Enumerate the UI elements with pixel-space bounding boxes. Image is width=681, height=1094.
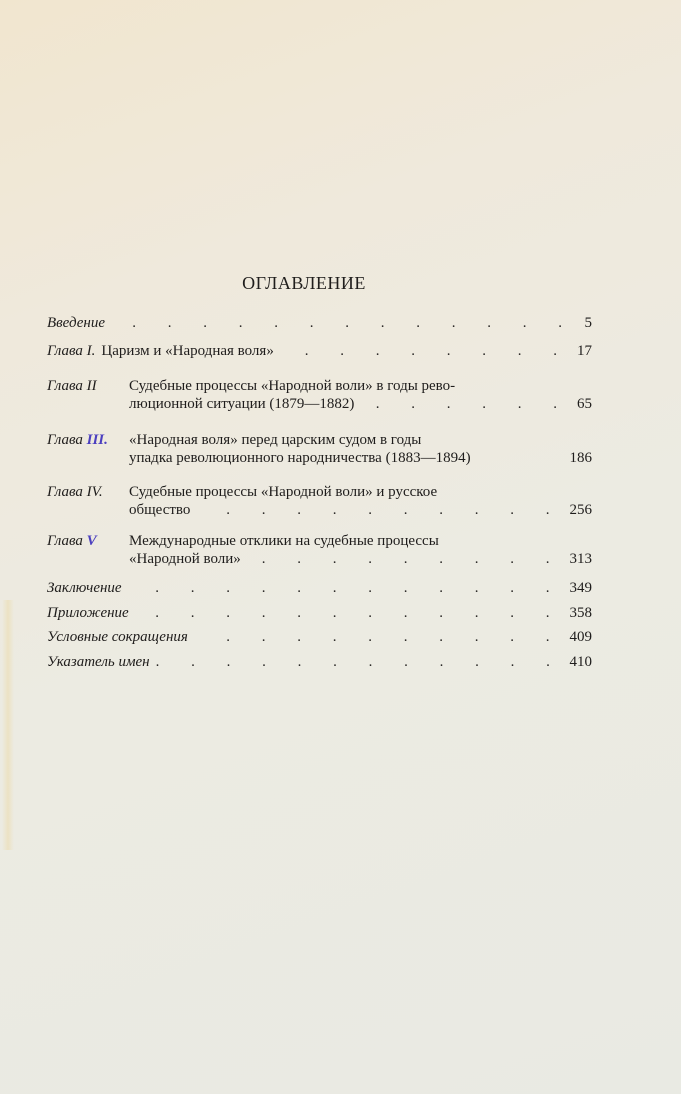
entry-label: Указатель имен xyxy=(47,653,150,670)
page-title: ОГЛАВЛЕНИЕ xyxy=(242,273,366,293)
dot-leader: . . . . . . . . . . . . xyxy=(155,580,564,596)
toc-entry-chapter-5[interactable] xyxy=(47,532,592,576)
dot-leader: . . . . . . . . . . . . xyxy=(155,604,564,621)
entry-label: Заключение xyxy=(47,580,122,596)
dot-leader: . . . . . . . . . xyxy=(261,551,564,567)
page-number: 65 xyxy=(577,396,592,412)
page-edge-stain xyxy=(2,600,14,850)
chapter-title-line-2: «Народной воли» xyxy=(129,551,241,567)
toc-entry-chapter-1[interactable] xyxy=(47,343,592,369)
page-number: 313 xyxy=(569,551,592,567)
toc-entry-chapter-2[interactable] xyxy=(47,377,592,423)
entry-label: Условные сокращения xyxy=(47,629,188,645)
page-number: 17 xyxy=(577,343,592,359)
page-number: 349 xyxy=(569,580,592,596)
chapter-label: Глава V xyxy=(47,533,97,549)
dot-leader: . . . . . . . . . . . . xyxy=(155,653,564,670)
toc-entry-conclusion[interactable] xyxy=(47,580,592,605)
page-number: 358 xyxy=(569,604,592,621)
chapter-title-line-1: Судебные процессы «Народной воли» в годы рево- xyxy=(129,378,456,394)
toc-entry-introduction[interactable] xyxy=(47,315,592,341)
dot-leader: . . . . . . . . xyxy=(304,343,571,359)
chapter-title-line-2: общество xyxy=(129,502,191,518)
chapter-title: Царизм и «Народная воля» xyxy=(101,343,274,359)
chapter-label: Глава III. xyxy=(47,432,108,448)
entry-label: Введение xyxy=(47,315,105,331)
toc-entry-abbreviations[interactable] xyxy=(47,629,592,654)
entry-label: Приложение xyxy=(47,604,129,621)
dot-leader: . . . . . . . . . . xyxy=(226,502,564,518)
chapter-title-line-2: люционной ситуации (1879—1882) xyxy=(129,396,355,412)
page-number: 410 xyxy=(569,653,592,670)
table-of-contents xyxy=(47,315,592,678)
dot-leader: . . . . . . . . . . . . . xyxy=(132,315,576,331)
chapter-title-line-1: Международные отклики на судебные процессы xyxy=(129,533,439,549)
toc-entry-appendix[interactable] xyxy=(47,605,592,630)
chapter-title-line-1: Судебные процессы «Народной воли» и русское xyxy=(129,484,438,500)
chapter-label: Глава I. xyxy=(47,343,96,359)
page-number: 256 xyxy=(569,502,592,518)
chapter-title-line-2: упадка революционного народничества (1883—1894) xyxy=(129,450,471,466)
page-number: 5 xyxy=(584,315,592,331)
dot-leader: . . . . . . . . . . xyxy=(226,629,564,645)
chapter-title-line-1: «Народная воля» перед царским судом в годы xyxy=(129,432,422,448)
toc-entry-name-index[interactable] xyxy=(47,654,592,679)
chapter-label: Глава IV. xyxy=(47,484,103,500)
page-number: 409 xyxy=(569,629,592,645)
toc-entry-chapter-4[interactable] xyxy=(47,483,592,527)
toc-entry-chapter-3[interactable] xyxy=(47,431,592,477)
page-number: 186 xyxy=(569,450,592,466)
dot-leader: . . . . . . xyxy=(375,396,571,412)
chapter-label: Глава II xyxy=(47,378,97,394)
